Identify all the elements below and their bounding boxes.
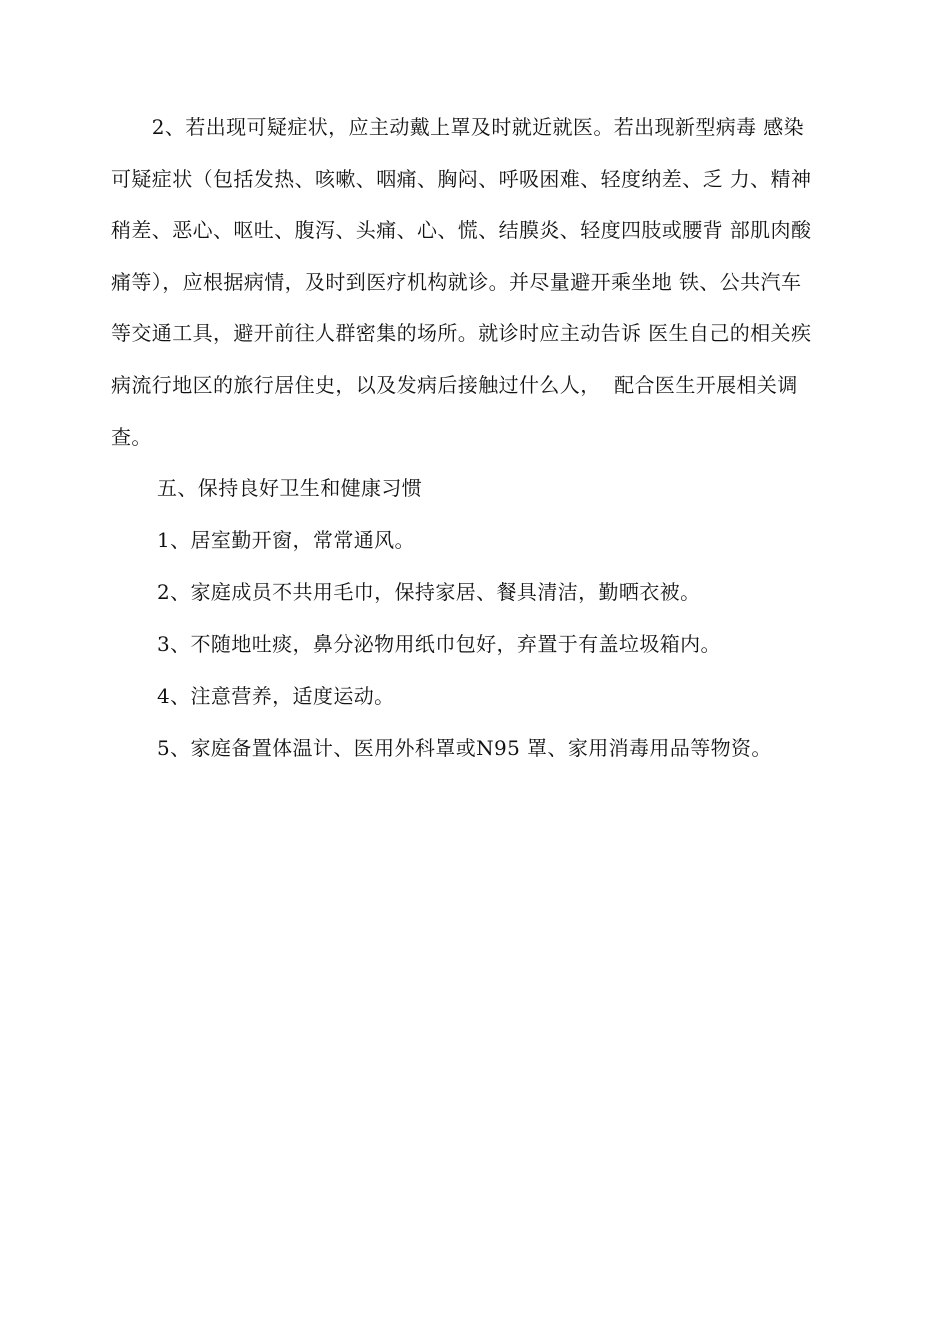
- paragraph-line: 查。: [111, 424, 152, 449]
- paragraph-line: 病流行地区的旅行居住史，以及发病后接触过什么人， 配合医生开展相关调: [111, 372, 798, 397]
- paragraph-line: 2、若出现可疑症状，应主动戴上罩及时就近就医。若出现新型病毒 感染: [111, 115, 805, 139]
- paragraph-line: 痛等），应根据病情，及时到医疗机构就诊。并尽量避开乘坐地 铁、公共汽车: [111, 269, 802, 294]
- list-item: 1、居室勤开窗，常常通风。: [157, 528, 415, 553]
- paragraph-line: 等交通工具，避开前往人群密集的场所。就诊时应主动告诉 医生自己的相关疾: [111, 321, 812, 346]
- paragraph-line: 可疑症状（包括发热、咳嗽、咽痛、胸闷、呼吸困难、轻度纳差、乏 力、精神: [111, 166, 812, 191]
- list-item: 5、家庭备置体温计、医用外科罩或N95 罩、家用消毒用品等物资。: [157, 736, 772, 761]
- section-heading: 五、保持良好卫生和健康习惯: [157, 476, 423, 501]
- paragraph-symptoms: [111, 114, 851, 450]
- list-item: 2、家庭成员不共用毛巾，保持家居、餐具清洁，勤晒衣被。: [157, 580, 701, 605]
- paragraph-line: 稍差、恶心、呕吐、腹泻、头痛、心、慌、结膜炎、轻度四肢或腰背 部肌肉酸: [111, 218, 812, 243]
- document-content: [111, 114, 851, 787]
- list-item: 4、注意营养，适度运动。: [157, 684, 395, 709]
- list-item: 3、不随地吐痰，鼻分泌物用纸巾包好，弃置于有盖垃圾箱内。: [157, 632, 721, 657]
